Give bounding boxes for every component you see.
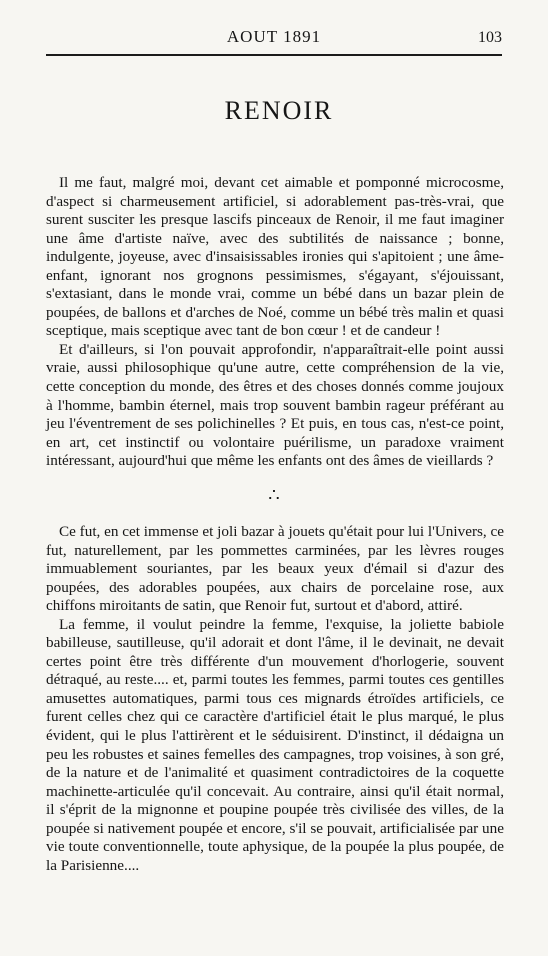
article-title-text: RENOIR	[224, 96, 334, 125]
article-section-2	[46, 523, 504, 875]
page-number: 103	[478, 29, 502, 46]
article-section-1	[46, 174, 504, 471]
running-head	[0, 27, 548, 51]
paragraph: Il me faut, malgré moi, devant cet aimable et pomponné microcosme, d'aspect si charmeusement artificiel, si adorablement pas-très-vrai, que surent susciter les presque lascifs pinceaux de Renoir, il me faut imaginer une âme d'artiste naïve, avec des subtilités de naissance ; bonne, indulgente, joyeuse, avec d'insaisissables ironies qui s'apitoient ; une âme-enfant, ignorant nos grognons pessimismes, s'égayant, s'éjouissant, s'extasiant, dans le monde vrai, comme un bébé dans un bazar plein de poupées, de ballons et d'arches de Noé, comme un bébé très malin et quasi sceptique, mais sceptique avec tant de bon cœur ! et de candeur !	[46, 174, 504, 340]
section-separator	[0, 486, 548, 504]
asterism-glyph: ∴	[268, 485, 280, 505]
paragraph: Et d'ailleurs, si l'on pouvait approfondir, n'apparaîtrait-elle point aussi vraie, aussi philosophique qu'une autre, cette compréhension de la vie, cette conception du monde, des êtres et des choses donnés comme joujoux à l'homme, bambin éternel, mais trop souvent bambin rageur préférant au jeu l'éventrement de ses polichinelles ? Et puis, en tous cas, n'est-ce point, en art, cet instinctif ou volontaire puérilisme, un paradoxe vraiment intéressant, aujourd'hui que même les enfants ont des âmes de vieillards ?	[46, 340, 504, 470]
paragraph: La femme, il voulut peindre la femme, l'exquise, la joliette babiole babilleuse, sautilleuse, qu'il adorait et dont l'âme, il le devinait, ne devait certes point être très différente d'un mouvement d'horlogerie, souvent détraqué, au reste.... et, parmi toutes les femmes, parmi toutes ces gentilles amusettes automatiques, parmi tous ces mignards étroïdes artificiels, ce furent celles chez qui ce caractère d'artificiel était le plus marqué, le plus évident, qui le plus l'attirèrent et le séduisirent. D'instinct, il dédaigna un peu les robustes et saines femelles des campagnes, trop voisines, à son gré, de la nature et de l'animalité et quasiment contradictoires de la coquette machinette-articulée qu'il concevait. Au contraire, ainsi qu'il était normal, il s'éprit de la mignonne et poupine poupée très civilisée des villes, de la poupée si nativement poupée et encore, s'il se pouvait, artificialisée par une vie toute conventionnelle, toute aphysique, de la poupée la plus poupée, de la Parisienne....	[46, 615, 504, 874]
paragraph: Ce fut, en cet immense et joli bazar à jouets qu'était pour lui l'Univers, ce fut, naturellement, par les pommettes carminées, par les lèvres rouges immuablement souriantes, par les beaux yeux d'émail si d'azur des poupées, des adorables poupées, aux chairs de porcelaine rose, aux chiffons miroitants de satin, que Renoir fut, surtout et d'abord, attiré.	[46, 523, 504, 615]
running-title: AOUT 1891	[226, 27, 322, 46]
article-title	[0, 96, 548, 126]
header-rule	[46, 54, 502, 56]
